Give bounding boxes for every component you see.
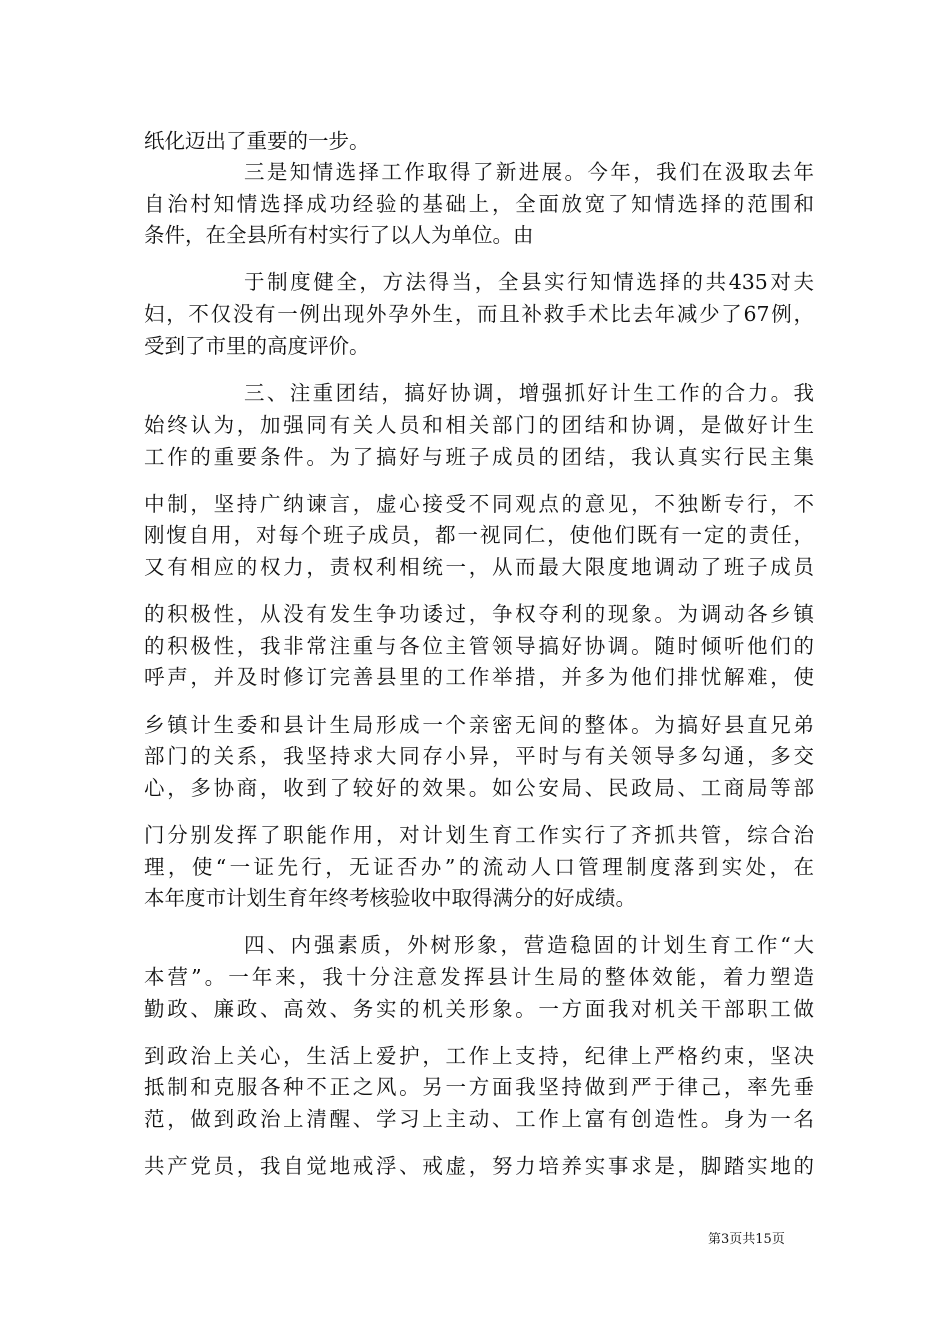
body-text-line: 抵制和克服各种不正之风。另一方面我坚持做到严于律己，率先垂 — [144, 1075, 814, 1099]
body-text-line: 门分别发挥了职能作用，对计划生育工作实行了齐抓共管，综合治 — [144, 823, 814, 847]
body-text-line: 呼声，并及时修订完善县里的工作举措，并多为他们排忧解难，使 — [144, 665, 814, 689]
paragraph-first-line: 四、内强素质，外树形象，营造稳固的计划生育工作“大 — [244, 933, 814, 957]
body-text-line: 受到了市里的高度评价。 — [144, 334, 370, 358]
body-text-line: 条件，在全县所有村实行了以人为单位。由 — [144, 223, 534, 247]
paragraph-first-line: 于制度健全，方法得当，全县实行知情选择的共435对夫 — [244, 270, 814, 294]
body-text-line: 的积极性，我非常注重与各位主管领导搞好协调。随时倾听他们的 — [144, 634, 814, 658]
body-text-line: 自治村知情选择成功经验的基础上，全面放宽了知情选择的范围和 — [144, 192, 814, 216]
body-text-line: 本年度市计划生育年终考核验收中取得满分的好成绩。 — [144, 886, 636, 910]
body-text-line: 心，多协商，收到了较好的效果。如公安局、民政局、工商局等部 — [144, 776, 814, 800]
page-number-footer: 第3页共15页 — [708, 1232, 785, 1247]
paragraph-first-line: 三是知情选择工作取得了新进展。今年，我们在汲取去年 — [244, 160, 814, 184]
body-text-line: 又有相应的权力，责权利相统一，从而最大限度地调动了班子成员 — [144, 555, 814, 579]
body-text-line: 纸化迈出了重要的一步。 — [144, 129, 370, 153]
body-text-line: 共产党员，我自觉地戒浮、戒虚，努力培养实事求是，脚踏实地的 — [144, 1154, 814, 1178]
body-text-line: 刚愎自用，对每个班子成员，都一视同仁，使他们既有一定的责任， — [144, 523, 814, 547]
body-text-line: 中制，坚持广纳谏言，虚心接受不同观点的意见，不独断专行，不 — [144, 492, 814, 516]
body-text-line: 本营”。一年来，我十分注意发挥县计生局的整体效能，着力塑造 — [144, 965, 814, 989]
body-text-line: 部门的关系，我坚持求大同存小异，平时与有关领导多勾通，多交 — [144, 744, 814, 768]
body-text-line: 始终认为，加强同有关人员和相关部门的团结和协调，是做好计生 — [144, 413, 814, 437]
body-text-line: 到政治上关心，生活上爱护，工作上支持，纪律上严格约束，坚决 — [144, 1044, 814, 1068]
body-text-line: 的积极性，从没有发生争功诿过，争权夺利的现象。为调动各乡镇 — [144, 602, 814, 626]
body-text-line: 工作的重要条件。为了搞好与班子成员的团结，我认真实行民主集 — [144, 445, 814, 469]
body-text-line: 乡镇计生委和县计生局形成一个亲密无间的整体。为搞好县直兄弟 — [144, 713, 814, 737]
body-text-line: 勤政、廉政、高效、务实的机关形象。一方面我对机关干部职工做 — [144, 997, 814, 1021]
paragraph-first-line: 三、注重团结，搞好协调，增强抓好计生工作的合力。我 — [244, 381, 814, 405]
body-text-line: 范，做到政治上清醒、学习上主动、工作上富有创造性。身为一名 — [144, 1107, 814, 1131]
body-text-line: 理，使“一证先行，无证否办”的流动人口管理制度落到实处，在 — [144, 855, 814, 879]
body-text-line: 妇，不仅没有一例出现外孕外生，而且补救手术比去年减少了67例， — [144, 302, 814, 326]
